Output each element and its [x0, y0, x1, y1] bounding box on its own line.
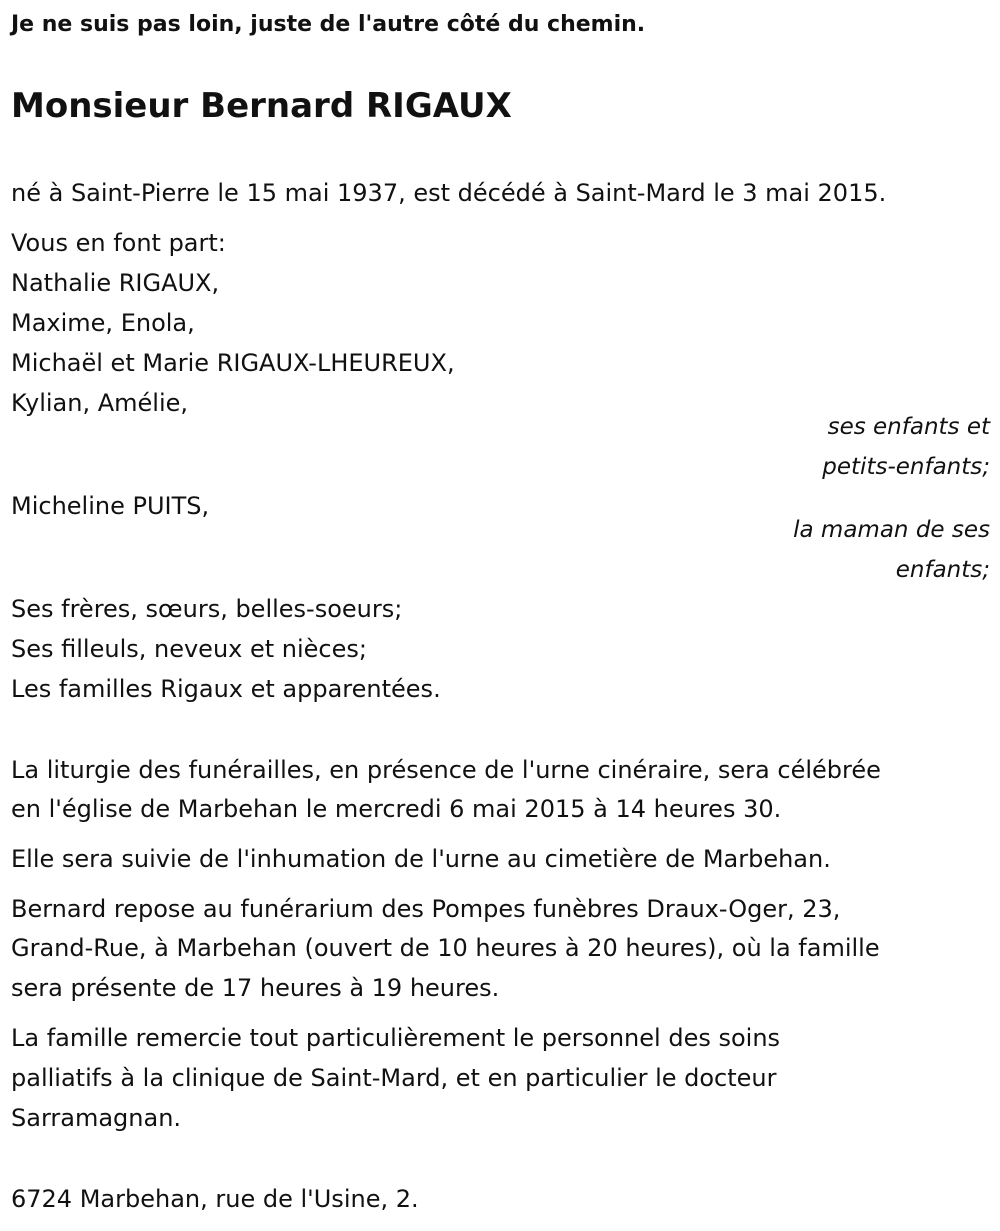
family-address: 6724 Marbehan, rue de l'Usine, 2.: [11, 1185, 419, 1213]
liturgy-text: La liturgie des funérailles, en présence de l'urne cinéraire, sera célébrée: [11, 756, 881, 784]
mother-relation: la maman de ses: [793, 517, 990, 543]
family-member-line: Maxime, Enola,: [11, 309, 195, 337]
family-member-line: Nathalie RIGAUX,: [11, 269, 220, 297]
funerarium-text: Grand-Rue, à Marbehan (ouvert de 10 heures à 20 heures), où la famille: [11, 934, 880, 962]
thanks-text: Sarramagnan.: [11, 1104, 182, 1132]
birth-death-line: né à Saint-Pierre le 15 mai 1937, est décédé à Saint-Mard le 3 mai 2015.: [11, 179, 887, 207]
epigraph: Je ne suis pas loin, juste de l'autre côté du chemin.: [11, 12, 646, 37]
thanks-text: palliatifs à la clinique de Saint-Mard, et en particulier le docteur: [11, 1064, 777, 1092]
thanks-text: La famille remercie tout particulièrement le personnel des soins: [11, 1024, 781, 1052]
burial-text: Elle sera suivie de l'inhumation de l'urne au cimetière de Marbehan.: [11, 845, 831, 873]
funerarium-text: Bernard repose au funérarium des Pompes funèbres Draux-Oger, 23,: [11, 895, 841, 923]
mother-name: Micheline PUITS,: [11, 492, 210, 520]
funerarium-text: sera présente de 17 heures à 19 heures.: [11, 974, 500, 1002]
other-family-line: Ses filleuls, neveux et nièces;: [11, 635, 367, 663]
mother-relation: enfants;: [895, 557, 990, 583]
deceased-name: Monsieur Bernard RIGAUX: [11, 86, 512, 126]
children-relation: petits-enfants;: [822, 454, 990, 480]
family-member-line: Michaël et Marie RIGAUX-LHEUREUX,: [11, 349, 455, 377]
children-relation: ses enfants et: [827, 414, 990, 440]
other-family-line: Ses frères, sœurs, belles-soeurs;: [11, 595, 403, 623]
family-member-line: Kylian, Amélie,: [11, 389, 188, 417]
other-family-line: Les familles Rigaux et apparentées.: [11, 675, 441, 703]
liturgy-text: en l'église de Marbehan le mercredi 6 mai 2015 à 14 heures 30.: [11, 795, 782, 823]
announcement-intro: Vous en font part:: [11, 229, 226, 257]
